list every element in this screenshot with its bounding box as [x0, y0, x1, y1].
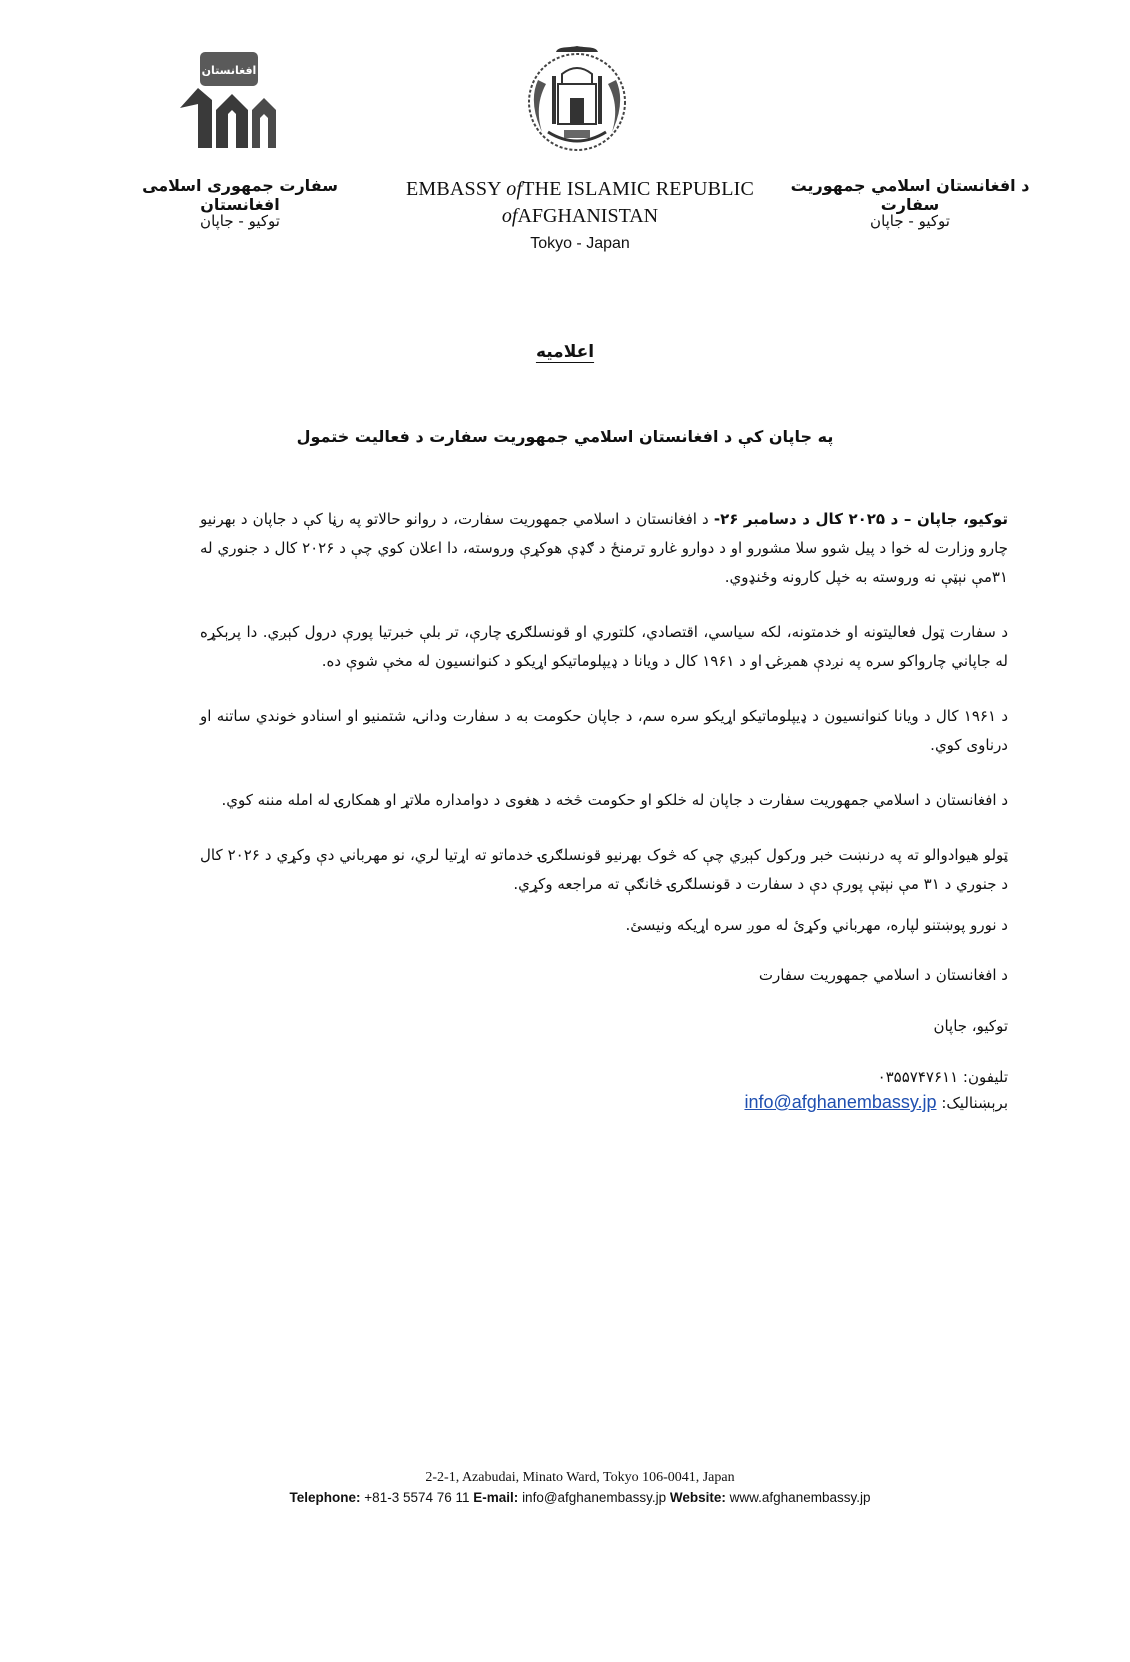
email-line: برېښناليک: info@afghanembassy.jp	[744, 1092, 1008, 1112]
footer-email[interactable]: info@afghanembassy.jp	[522, 1490, 667, 1505]
phone-number: ۰۳۵۵۷۴۷۶۱۱	[877, 1068, 959, 1086]
embassy-name-english-line1: EMBASSY ofTHE ISLAMIC REPUBLIC	[405, 178, 755, 200]
further-info-text: د نورو پوښتنو لپاره، مهرباني وکړئ له موږ سره اړيکه ونيسئ.	[625, 916, 1008, 934]
footer-website[interactable]: www.afghanembassy.jp	[729, 1490, 871, 1505]
footer-contact: Telephone: +81-3 5574 76 11 E-mail: info@afghanembassy.jp Website: www.afghanembassy.jp	[289, 1490, 871, 1505]
embassy-name-english-line2: ofAFGHANISTAN	[501, 205, 659, 227]
embassy-name-pashto: د افغانستان اسلامي جمهوريت سفارت	[790, 176, 1030, 214]
footer-address: 2-2-1, Azabudai, Minato Ward, Tokyo 106-0041, Japan	[425, 1470, 735, 1485]
page-title: اعلامیه	[535, 342, 595, 362]
paragraph-3: د ۱۹۶۱ کال د ويانا کنوانسيون د ډيپلوماتيکو اړيکو سره سم، د جاپان حکومت به د سفارت ودانۍ، شتمنيو او اسنادو خوندي ساتنه او درناوی کوي.	[200, 707, 1008, 754]
national-emblem-icon	[518, 40, 636, 160]
email-link[interactable]: info@afghanembassy.jp	[744, 1092, 937, 1112]
paragraph-2: د سفارت ټول فعاليتونه او خدمتونه، لکه سياسي، اقتصادي، کلتوري او قونسلګرۍ چارې، تر بلې خبرتيا پورې درول کېږي. دا پرېکړه له جاپاني چارواکو سره په نږدې همږغۍ او د ۱۹۶۱ کال د ويانا د ډيپلوماتيکو اړيکو د کنوانسيون له مخې شوې ده.	[200, 623, 1008, 670]
phone-line: تليفون: ۰۳۵۵۷۴۷۶۱۱	[877, 1068, 1008, 1086]
announcement-subtitle: په جاپان کې د افغانستان اسلامي جمهوريت سفارت د فعاليت ختمول	[296, 427, 834, 446]
embassy-name-dari: سفارت جمهوری اسلامی افغانستان	[142, 176, 338, 214]
signature-text: د افغانستان د اسلامي جمهوريت سفارت	[758, 966, 1008, 984]
embassy-city-pashto: توکیو - جاپان	[870, 212, 950, 230]
embassy-city-dari: توکیو - جاپان	[200, 212, 280, 230]
centenary-logo-icon	[172, 48, 282, 158]
logo-text: افغانستان	[201, 64, 257, 77]
paragraph-4: د افغانستان د اسلامي جمهوريت سفارت د جاپان له خلکو او حکومت څخه د هغوی د دوامداره ملاتړ او همکارۍ له امله مننه کوي.	[221, 791, 1008, 809]
announcement-body	[200, 505, 1008, 925]
signature-place: توکيو، جاپان	[933, 1017, 1008, 1035]
paragraph-5: ټولو هيوادوالو ته په درنښت خبر ورکول کېږي چې که څوک بهرنيو قونسلګرۍ خدماتو ته اړتيا لري، نو مهرباني دې وکړي د ۲۰۲۶ کال د جنوري د ۳۱ مې نېټې پورې دې د سفارت د قونسلګرۍ څانګې ته مراجعه وکړي.	[200, 846, 1008, 893]
embassy-city-english: Tokyo - Japan	[530, 235, 630, 252]
paragraph-1: توکيو، جاپان – د ۲۰۲۵ کال د دسامبر ۲۶- د افغانستان د اسلامي جمهوريت سفارت، د روانو حالاتو په رڼا کې د جاپان د بهرنيو چارو وزارت له خوا د پيل شوو سلا مشورو او د دوارو غارو ترمنځ د ګډې هوکړې وروسته، دا اعلان کوي چې د ۲۰۲۶ کال د جنوري له ۳۱مې نېټې نه وروسته به خپل کارونه وځنډوي.	[200, 510, 1008, 586]
